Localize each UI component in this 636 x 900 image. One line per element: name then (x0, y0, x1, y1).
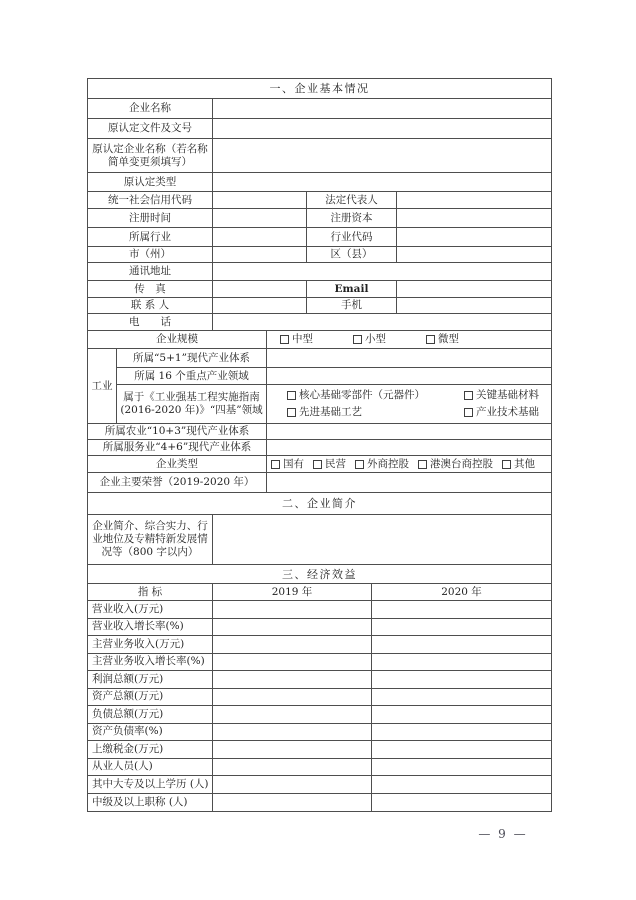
row-phone (88, 314, 551, 331)
economic-2020-cell (372, 724, 551, 741)
credit-code-label: 统一社会信用代码 (88, 192, 213, 208)
company-name-value-cell (213, 99, 551, 118)
industry-label: 所属行业 (88, 228, 213, 246)
siji-option-label: 核心基础零部件（元器件） (299, 389, 425, 401)
reg-capital-value-cell (397, 209, 551, 227)
intro-value-cell (213, 515, 551, 564)
siji-option-key-materials (464, 389, 539, 402)
economic-2019-cell (213, 706, 372, 723)
contact-value-cell (213, 298, 307, 313)
checkbox-icon (287, 391, 296, 400)
economic-2019-cell (213, 671, 372, 688)
scale-option-label: 小型 (365, 333, 386, 345)
phone-value-cell (213, 314, 551, 330)
economic-row-college-degree (88, 776, 551, 794)
economic-2019-cell (213, 741, 372, 758)
economic-2020-cell (372, 619, 551, 636)
siji-option-advanced-process (287, 406, 362, 419)
agriculture-system-value-cell (267, 424, 551, 439)
section-intro-title: 二、企业简介 (282, 497, 357, 510)
economic-2020-cell (372, 741, 551, 758)
economic-row-label: 主营业务收入(万元) (88, 636, 213, 653)
economic-row-label: 其中大专及以上学历 (人) (88, 776, 213, 793)
siji-option-label: 先进基础工艺 (299, 406, 362, 418)
type-option-private (313, 458, 346, 471)
economic-2020-cell (372, 636, 551, 653)
economic-2019-cell (213, 724, 372, 741)
checkbox-icon (280, 335, 289, 344)
application-form-table (87, 78, 552, 812)
intro-label: 企业简介、综合实力、行业地位及专精特新发展情况等（800 字以内） (88, 515, 213, 564)
economic-2020-cell (372, 706, 551, 723)
economic-row-label: 营业收入(万元) (88, 601, 213, 618)
scale-option-micro (426, 333, 459, 346)
type-option-label: 其他 (514, 457, 535, 470)
51-system-label: 所属“5+1”现代产业体系 (117, 349, 267, 367)
section-basic-title: 一、企业基本情况 (269, 82, 370, 95)
economic-row-main-revenue (88, 636, 551, 654)
fax-label: 传 真 (88, 281, 213, 297)
row-fax (88, 281, 551, 298)
checkbox-icon (502, 460, 511, 469)
economic-2020-cell (372, 689, 551, 706)
type-option-label: 港澳台商控股 (430, 457, 493, 470)
row-company-scale (88, 331, 551, 349)
city-value-cell (213, 247, 307, 262)
16-key-areas-label: 所属 16 个重点产业领域 (117, 368, 267, 384)
company-scale-options (267, 331, 551, 348)
economic-header-2020: 2020 年 (441, 585, 482, 598)
city-label: 市（州） (88, 247, 213, 262)
economic-row-revenue-growth (88, 619, 551, 637)
row-company-name (88, 99, 551, 119)
economic-row-revenue (88, 601, 551, 619)
economic-2020-cell (372, 794, 551, 812)
checkbox-icon (313, 460, 322, 469)
economic-2019-cell (213, 619, 372, 636)
16-key-areas-value-cell (267, 368, 551, 384)
type-option-label: 国有 (283, 457, 304, 470)
reg-time-value-cell (213, 209, 307, 227)
honors-value-cell (267, 473, 551, 492)
district-value-cell (397, 247, 551, 262)
address-label: 通讯地址 (88, 263, 213, 280)
row-address (88, 263, 551, 281)
industry-code-label: 行业代码 (307, 228, 397, 246)
economic-2019-cell (213, 776, 372, 793)
scale-option-small (353, 333, 386, 346)
row-original-name (88, 139, 551, 173)
economic-row-debt-ratio (88, 724, 551, 742)
economic-row-employees (88, 759, 551, 777)
contact-label: 联 系 人 (88, 298, 213, 313)
economic-2019-cell (213, 654, 372, 671)
row-original-doc (88, 119, 551, 139)
type-option-label: 外商控股 (367, 457, 409, 470)
checkbox-icon (271, 460, 280, 469)
email-value-cell (397, 281, 551, 297)
economic-2020-cell (372, 671, 551, 688)
row-reg-time (88, 209, 551, 228)
economic-row-label: 主营业务收入增长率(%) (88, 654, 213, 671)
economic-header-indicator: 指 标 (88, 584, 213, 600)
scale-option-label: 微型 (438, 333, 459, 345)
email-label: Email (307, 281, 397, 297)
row-intro (88, 515, 551, 565)
type-option-foreign (355, 458, 409, 471)
address-value-cell (213, 263, 551, 280)
type-option-hk-macao-taiwan (418, 458, 493, 471)
row-service-system (88, 440, 551, 456)
original-doc-label: 原认定文件及文号 (88, 119, 213, 138)
company-type-label: 企业类型 (88, 456, 267, 472)
honors-label: 企业主要荣誉（2019-2020 年） (88, 473, 267, 492)
economic-2019-cell (213, 689, 372, 706)
reg-capital-label: 注册资本 (307, 209, 397, 227)
mobile-label: 手机 (307, 298, 397, 313)
row-original-type (88, 173, 551, 192)
row-honors (88, 473, 551, 493)
economic-row-total-profit (88, 671, 551, 689)
original-name-label: 原认定企业名称（若名称简单变更须填写） (88, 139, 213, 172)
siji-option-industrial-tech (464, 406, 539, 419)
economic-table-header (88, 584, 551, 601)
checkbox-icon (287, 408, 296, 417)
51-system-value-cell (267, 349, 551, 367)
economic-2020-cell (372, 654, 551, 671)
row-siji (117, 385, 551, 423)
economic-2020-cell (372, 776, 551, 793)
economic-2020-cell (372, 601, 551, 618)
siji-option-core-components (287, 389, 425, 402)
economic-row-label: 负债总额(万元) (88, 706, 213, 723)
economic-row-label: 资产总额(万元) (88, 689, 213, 706)
industry-code-value-cell (397, 228, 551, 246)
legal-rep-value-cell (397, 192, 551, 208)
economic-row-label: 营业收入增长率(%) (88, 619, 213, 636)
industry-group-block (88, 349, 551, 424)
scale-option-medium (280, 333, 313, 346)
economic-row-label: 资产负债率(%) (88, 724, 213, 741)
reg-time-label: 注册时间 (88, 209, 213, 227)
type-option-other (502, 458, 535, 471)
mobile-value-cell (397, 298, 551, 313)
siji-option-label: 产业技术基础 (476, 406, 539, 418)
economic-2019-cell (213, 794, 372, 812)
row-16-key-areas (117, 368, 551, 385)
original-doc-value-cell (213, 119, 551, 138)
economic-2019-cell (213, 601, 372, 618)
siji-options (267, 385, 551, 423)
district-label: 区（县） (307, 247, 397, 262)
economic-row-label: 利润总额(万元) (88, 671, 213, 688)
siji-label: 属于《工业强基工程实施指南(2016-2020 年)》“四基”领域 (117, 385, 267, 423)
economic-row-taxes-paid (88, 741, 551, 759)
economic-row-mid-title (88, 794, 551, 812)
fax-value-cell (213, 281, 307, 297)
company-scale-label: 企业规模 (88, 331, 267, 348)
service-system-label: 所属服务业“4+6”现代产业体系 (88, 440, 267, 455)
phone-label: 电 话 (88, 314, 213, 330)
industry-group-label: 工业 (88, 349, 117, 423)
economic-row-label: 上缴税金(万元) (88, 741, 213, 758)
economic-row-label: 从业人员(人) (88, 759, 213, 776)
economic-row-main-revenue-growth (88, 654, 551, 672)
original-name-value-cell (213, 139, 551, 172)
type-option-label: 民营 (325, 457, 346, 470)
checkbox-icon (426, 335, 435, 344)
economic-2020-cell (372, 759, 551, 776)
economic-header-2019: 2019 年 (213, 584, 372, 600)
section-economic-title: 三、经济效益 (282, 567, 357, 581)
legal-rep-label: 法定代表人 (307, 192, 397, 208)
checkbox-icon (464, 408, 473, 417)
company-name-label: 企业名称 (88, 99, 213, 118)
economic-row-total-liabilities (88, 706, 551, 724)
checkbox-icon (355, 460, 364, 469)
scale-option-label: 中型 (292, 333, 313, 345)
section-economic-header-row (88, 565, 551, 584)
checkbox-icon (353, 335, 362, 344)
row-industry (88, 228, 551, 247)
economic-2019-cell (213, 759, 372, 776)
company-type-options (267, 456, 551, 472)
checkbox-icon (418, 460, 427, 469)
type-option-state-owned (271, 458, 304, 471)
economic-row-label: 中级及以上职称 (人) (88, 794, 213, 812)
row-51-system (117, 349, 551, 368)
checkbox-icon (464, 391, 473, 400)
row-contact (88, 298, 551, 314)
economic-2019-cell (213, 636, 372, 653)
siji-option-label: 关键基础材料 (476, 389, 539, 401)
service-system-value-cell (267, 440, 551, 455)
industry-value-cell (213, 228, 307, 246)
row-city (88, 247, 551, 263)
row-agriculture-system (88, 424, 551, 440)
page-number: — 9 — (478, 827, 528, 841)
economic-row-total-assets (88, 689, 551, 707)
credit-code-value-cell (213, 192, 307, 208)
section-intro-header-row (88, 493, 551, 515)
section-basic-header-row (88, 79, 551, 99)
original-type-label: 原认定类型 (88, 173, 213, 191)
original-type-value-cell (213, 173, 551, 191)
industry-group-rows (117, 349, 551, 423)
row-company-type (88, 456, 551, 473)
agriculture-system-label: 所属农业“10+3”现代产业体系 (88, 424, 267, 439)
row-credit-code (88, 192, 551, 209)
